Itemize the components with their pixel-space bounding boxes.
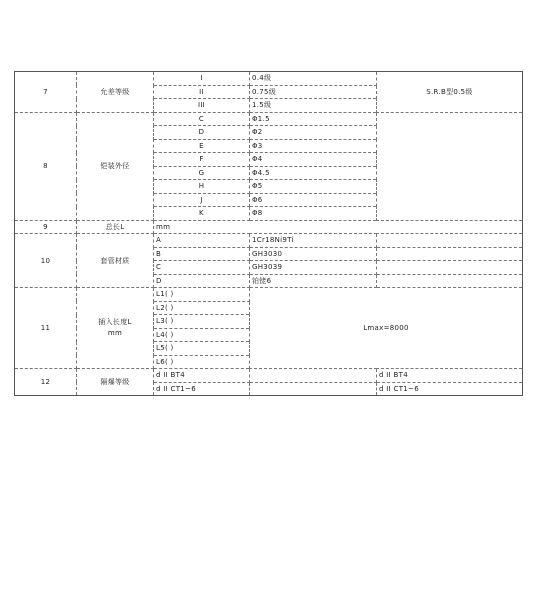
row-name: 铠装外径 xyxy=(77,112,154,220)
code-cell: d II BT4 xyxy=(154,369,250,383)
empty-cell xyxy=(377,274,523,288)
value-cell: Φ6 xyxy=(250,193,377,207)
code-cell: E xyxy=(154,139,250,153)
value-cell: d II BT4 xyxy=(377,369,523,383)
table-row xyxy=(15,220,523,234)
code-cell: III xyxy=(154,99,250,113)
code-cell: L3( ) xyxy=(154,315,250,329)
value-cell: GH3030 xyxy=(250,247,377,261)
value-cell: 0.4级 xyxy=(250,72,377,86)
value-cell: GH3039 xyxy=(250,261,377,275)
row-number: 10 xyxy=(15,234,77,288)
value-cell: 1Cr18Ni9Ti xyxy=(250,234,377,248)
row-number: 11 xyxy=(15,288,77,369)
code-cell: H xyxy=(154,180,250,194)
row-number: 7 xyxy=(15,72,77,113)
value-cell: 1.5级 xyxy=(250,99,377,113)
empty-cell xyxy=(377,112,523,220)
code-cell: J xyxy=(154,193,250,207)
code-cell: L4( ) xyxy=(154,328,250,342)
value-cell: d II CT1~6 xyxy=(377,382,523,396)
code-cell: K xyxy=(154,207,250,221)
code-cell: G xyxy=(154,166,250,180)
row-name xyxy=(77,288,154,369)
value-cell: Φ5 xyxy=(250,180,377,194)
value-cell: Φ3 xyxy=(250,139,377,153)
empty-cell xyxy=(250,382,377,396)
empty-cell xyxy=(377,261,523,275)
code-cell: D xyxy=(154,126,250,140)
value-cell: Φ4.5 xyxy=(250,166,377,180)
empty-cell xyxy=(250,369,377,383)
code-cell: II xyxy=(154,85,250,99)
code-cell: F xyxy=(154,153,250,167)
table-row xyxy=(15,112,523,126)
spec-table xyxy=(14,71,523,396)
table-row xyxy=(15,72,523,86)
value-cell: Φ8 xyxy=(250,207,377,221)
code-cell: L2( ) xyxy=(154,301,250,315)
note-cell: S.R.B型0.5级 xyxy=(377,72,523,113)
code-cell: A xyxy=(154,234,250,248)
value-cell: 铂铑6 xyxy=(250,274,377,288)
code-cell: B xyxy=(154,247,250,261)
value-cell: Φ1.5 xyxy=(250,112,377,126)
table-row xyxy=(15,369,523,383)
note-cell: Lmax=8000 xyxy=(250,288,523,369)
value-cell: mm xyxy=(154,220,523,234)
row-number: 9 xyxy=(15,220,77,234)
row-name: 套管材质 xyxy=(77,234,154,288)
value-cell: Φ4 xyxy=(250,153,377,167)
row-name: 允差等级 xyxy=(77,72,154,113)
code-cell: C xyxy=(154,261,250,275)
table-row xyxy=(15,288,523,302)
code-cell: L6( ) xyxy=(154,355,250,369)
value-cell: 0.75级 xyxy=(250,85,377,99)
code-cell: I xyxy=(154,72,250,86)
code-cell: L1( ) xyxy=(154,288,250,302)
row-name-unit: mm xyxy=(107,329,123,337)
code-cell: d II CT1~6 xyxy=(154,382,250,396)
row-name: 总长L xyxy=(77,220,154,234)
code-cell: D xyxy=(154,274,250,288)
row-name-label: 插入长度L xyxy=(98,318,132,326)
code-cell: C xyxy=(154,112,250,126)
row-number: 12 xyxy=(15,369,77,396)
empty-cell xyxy=(377,234,523,248)
table-row xyxy=(15,234,523,248)
empty-cell xyxy=(377,247,523,261)
value-cell: Φ2 xyxy=(250,126,377,140)
code-cell: L5( ) xyxy=(154,342,250,356)
row-number: 8 xyxy=(15,112,77,220)
row-name: 隔爆等级 xyxy=(77,369,154,396)
